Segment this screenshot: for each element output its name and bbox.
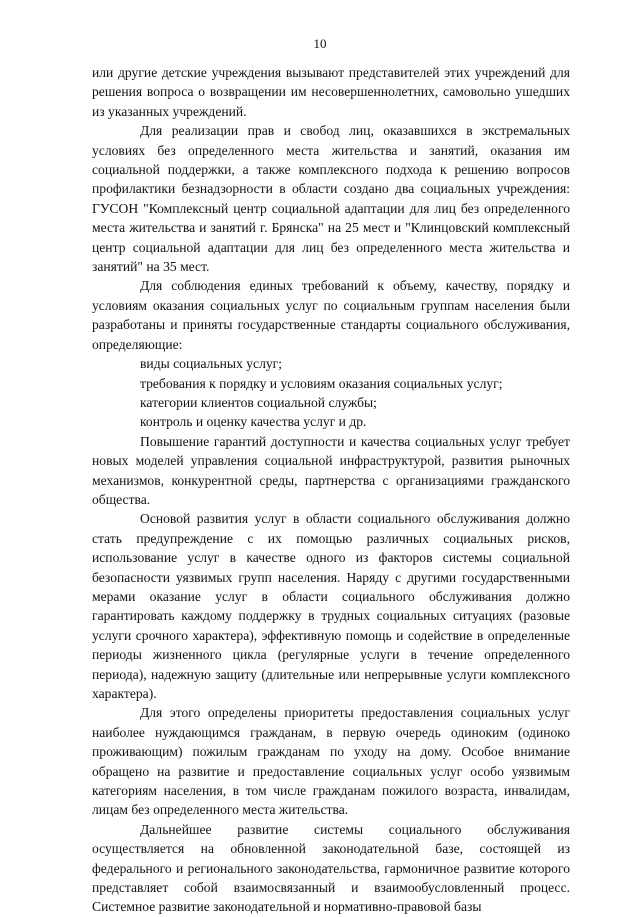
paragraph-priorities: Для этого определены приоритеты предоставления социальных услуг наиболее нуждающимся гражданам, в первую очередь одиноким (одиноко проживающим) пожилым гражданам по уходу на дому. Особое внимание обращено на развитие и предоставление социальных услуг особо уязвимым категориям населения, в том числе гражданам пожилого возраста, инвалидам, лицам без определенного места жительства. [92,705,570,818]
paragraph-continuation: или другие детские учреждения вызывают представителей этих учреждений для решения вопроса о возвращении им несовершеннолетних, самовольно ушедших из указанных учреждений. [92,65,570,119]
paragraph-social-institutions: Для реализации прав и свобод лиц, оказавшихся в экстремальных условиях без определенного места жительства и занятий, оказания им социальной поддержки, а также комплексного подхода к решению вопросов профилактики безнадзорности в области создано два социальных учреждения: ГУСОН "Комплексный центр социальной адаптации для лиц без определенного места жительства и занятий г. Брянска" на 25 мест и "Клинцовский комплексный центр социальной адаптации для лиц без определенного места жительства и занятий" на 35 мест. [92,123,570,275]
paragraph-access-guarantees: Повышение гарантий доступности и качества социальных услуг требует новых моделей управления социальной инфраструктурой, развития рыночных механизмов, конкурентной среды, партнерства с организациями гражданского общества. [92,433,570,507]
list-item-service-types: виды социальных услуг; [140,356,283,372]
paragraph-state-standards: Для соблюдения единых требований к объему, качеству, порядку и условиям оказания социальных услуг по социальным группам населения были разработаны и приняты государственные стандарты социального обслуживания, определяющие: [92,278,570,352]
list-item-client-categories: категории клиентов социальной службы; [140,394,377,410]
page-number: 10 [313,36,327,51]
list-item-quality-control: контроль и оценку качества услуг и др. [140,414,367,430]
document-body [92,63,570,917]
list-item-requirements: требования к порядку и условиям оказания социальных услуг; [140,375,503,391]
paragraph-risk-prevention: Основой развития услуг в области социального обслуживания должно стать предупреждение с их помощью различных социальных рисков, использование услуг в качестве одного из факторов системы социальной безопасности уязвимых групп населения. Наряду с другими государственными мерами оказание услуг в области социального обслуживания должно гарантировать каждому поддержку в трудных социальных ситуациях (разовые услуги срочного характера), эффективную помощь и содействие в определенные периоды жизненного цикла (регулярные услуги в течение определенного периода), надежную защиту (длительные или непрерывные услуги комплексного характера). [92,511,570,701]
paragraph-legislation: Дальнейшее развитие системы социального обслуживания осуществляется на обновленной законодательной базе, состоящей из федерального и регионального законодательства, гармоничное развитие которого представляет собой взаимосвязанный и взаимообусловленный процесс. Системное развитие законодательной и нормативно-правовой базы [92,821,570,915]
